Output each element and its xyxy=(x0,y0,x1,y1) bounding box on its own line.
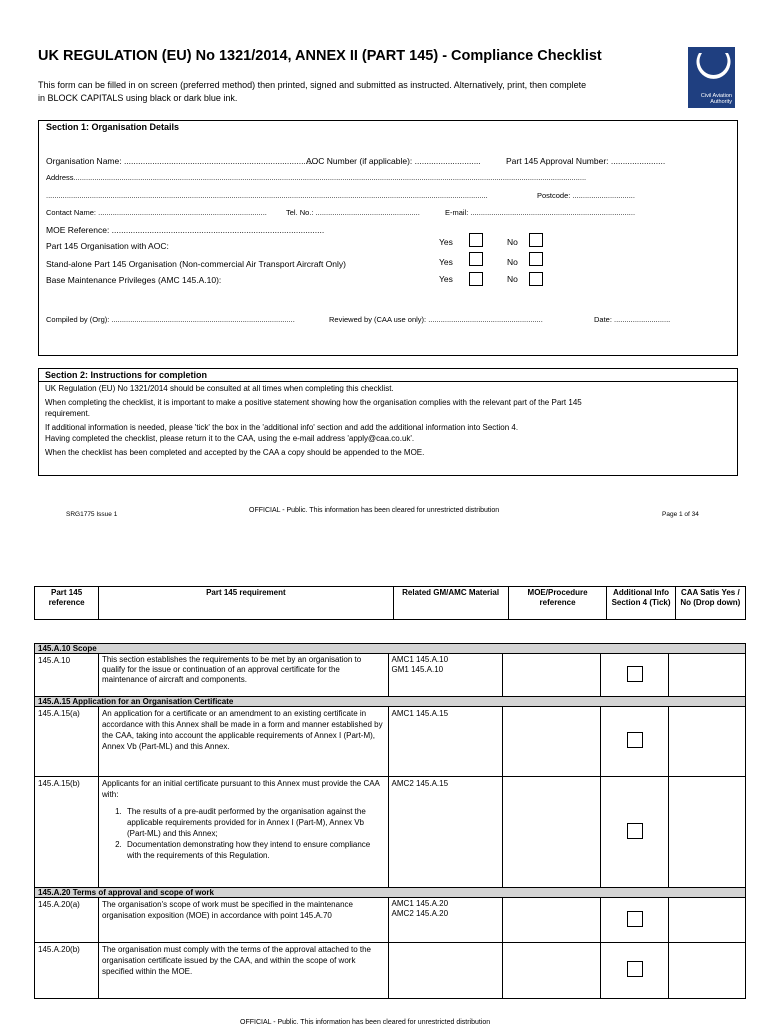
table-row xyxy=(35,943,746,999)
gm-amc-item: AMC1 145.A.20 xyxy=(391,899,449,908)
row-gm-amc: AMC1 145.A.15 xyxy=(388,707,503,777)
instruction-line: When the checklist has been completed and accepted by the CAA a copy should be appended to the MOE. xyxy=(45,447,425,457)
row-reference: 145.A.20(a) xyxy=(35,898,99,943)
row-gm-amc xyxy=(388,943,503,999)
intro-line-2: in BLOCK CAPITALS using black or dark blue ink. xyxy=(38,93,238,103)
table-row xyxy=(35,707,746,777)
row-requirement: An application for a certificate or an amendment to an existing certificate in accordance with this Annex shall be made in a form and manner established by the CAA, taking into account the applicable requirements of Annex I (Part-M), Annex Vb (Part-ML) and this Annex. xyxy=(98,707,388,777)
row-additional-info[interactable] xyxy=(601,777,669,888)
col-header-gm-amc: Related GM/AMC Material xyxy=(393,587,508,620)
group-row xyxy=(35,644,746,654)
row-requirement: The organisation's scope of work must be specified in the maintenance organisation exposition (MOE) in accordance with point 145.A.70 xyxy=(98,898,388,943)
section2-heading: Section 2: Instructions for completion xyxy=(39,369,737,382)
row-reference: 145.A.20(b) xyxy=(35,943,99,999)
col-header-additional-info: Additional Info Section 4 (Tick) xyxy=(607,587,675,620)
standalone-no-checkbox[interactable] xyxy=(529,252,543,266)
gm-amc-item: AMC2 145.A.20 xyxy=(391,909,449,918)
tick-checkbox[interactable] xyxy=(627,911,643,927)
question-standalone: Stand-alone Part 145 Organisation (Non-commercial Air Transport Aircraft Only) xyxy=(46,259,346,269)
row-requirement: The organisation must comply with the terms of the approval attached to the organisation certificate issued by the CAA, and within the scope of work specified within the MOE. xyxy=(98,943,388,999)
base-no-checkbox[interactable] xyxy=(529,272,543,286)
reviewed-by-field[interactable]: Reviewed by (CAA use only): ....................................................... xyxy=(329,315,543,324)
row-reference: 145.A.15(b) xyxy=(35,777,99,888)
row-caa-satis-dropdown[interactable] xyxy=(669,777,746,888)
org-name-field[interactable]: Organisation Name: .................................................................................. xyxy=(46,156,318,166)
group-row xyxy=(35,888,746,898)
row-gm-amc: AMC2 145.A.15 xyxy=(388,777,503,888)
table-row xyxy=(35,654,746,697)
standalone-yes-checkbox[interactable] xyxy=(469,252,483,266)
aoc-yes-checkbox[interactable] xyxy=(469,233,483,247)
yes-label: Yes xyxy=(439,257,453,267)
aoc-no-checkbox[interactable] xyxy=(529,233,543,247)
page-title: UK REGULATION (EU) No 1321/2014, ANNEX II (PART 145) - Compliance Checklist xyxy=(38,48,602,64)
row-caa-satis-dropdown[interactable] xyxy=(669,943,746,999)
logo-line-1: Civil Aviation xyxy=(700,93,732,99)
row-additional-info[interactable] xyxy=(601,707,669,777)
tick-checkbox[interactable] xyxy=(627,732,643,748)
no-label: No xyxy=(507,274,518,284)
yes-label: Yes xyxy=(439,237,453,247)
list-item: 2. Documentation demonstrating how they intend to ensure compliance with the requirements of this Regulation. xyxy=(124,839,385,861)
row-moe-reference[interactable] xyxy=(503,777,601,888)
caa-logo xyxy=(688,47,735,108)
instruction-line: If additional information is needed, please 'tick' the box in the 'additional info' section and add the additional information into Section 4. xyxy=(45,422,519,432)
section-organisation-details xyxy=(38,120,738,356)
row-caa-satis-dropdown[interactable] xyxy=(669,654,746,697)
instruction-line: requirement. xyxy=(45,409,90,418)
section1-heading: Section 1: Organisation Details xyxy=(46,122,180,132)
tick-checkbox[interactable] xyxy=(627,961,643,977)
row-moe-reference[interactable] xyxy=(503,654,601,697)
row-caa-satis-dropdown[interactable] xyxy=(669,898,746,943)
classification-notice-bottom: OFFICIAL - Public. This information has been cleared for unrestricted distribution xyxy=(240,1019,491,1026)
logo-text xyxy=(701,93,732,105)
row-gm-amc xyxy=(388,898,503,943)
doc-reference: SRG1775 Issue 1 xyxy=(66,511,118,518)
question-aoc: Part 145 Organisation with AOC: xyxy=(46,241,169,251)
instruction-line: Having completed the checklist, please return it to the CAA, using the e-mail address 'apply@caa.co.uk'. xyxy=(45,434,415,443)
aoc-number-field[interactable]: AOC Number (if applicable): ............................ xyxy=(306,156,481,166)
table-row xyxy=(35,898,746,943)
requirement-list xyxy=(102,806,385,861)
page-number: Page 1 of 34 xyxy=(662,511,699,518)
yes-label: Yes xyxy=(439,274,453,284)
group-title: 145.A.10 Scope xyxy=(35,644,746,654)
row-caa-satis-dropdown[interactable] xyxy=(669,707,746,777)
no-label: No xyxy=(507,237,518,247)
row-moe-reference[interactable] xyxy=(503,707,601,777)
col-header-caa-satis: CAA Satis Yes / No (Drop down) xyxy=(675,587,745,620)
intro-text xyxy=(38,79,668,105)
requirement-text: Applicants for an initial certificate pursuant to this Annex must provide the CAA with: xyxy=(101,779,380,799)
row-additional-info[interactable] xyxy=(601,943,669,999)
approval-number-field[interactable]: Part 145 Approval Number: ....................... xyxy=(506,156,666,166)
instruction-line: UK Regulation (EU) No 1321/2014 should be consulted at all times when completing this checklist. xyxy=(45,384,394,393)
col-header-moe: MOE/Procedure reference xyxy=(508,587,607,620)
row-gm-amc xyxy=(388,654,503,697)
row-additional-info[interactable] xyxy=(601,898,669,943)
list-item: 1. The results of a pre-audit performed by the organisation against the applicable requirements provided for in Annex I (Part-M), Annex Vb (Part-ML) and this Annex; xyxy=(124,806,385,839)
group-title: 145.A.15 Application for an Organisation Certificate xyxy=(35,697,746,707)
compiled-by-field[interactable]: Compiled by (Org): ........................................................................................ xyxy=(46,315,295,324)
postcode-field[interactable]: Postcode: .............................. xyxy=(537,191,635,200)
row-moe-reference[interactable] xyxy=(503,898,601,943)
tick-checkbox[interactable] xyxy=(627,823,643,839)
question-base: Base Maintenance Privileges (AMC 145.A.10): xyxy=(46,275,222,285)
gm-amc-item: GM1 145.A.10 xyxy=(391,665,444,674)
gm-amc-item: AMC1 145.A.10 xyxy=(391,655,449,664)
logo-line-2: Authority xyxy=(710,99,732,105)
col-header-requirement: Part 145 requirement xyxy=(99,587,393,620)
tel-field[interactable]: Tel. No.: .................................................. xyxy=(286,208,420,217)
section-instructions xyxy=(38,368,738,476)
address-line-2-field[interactable]: .................................................................................................................................................................................................................... xyxy=(46,191,488,200)
contact-name-field[interactable]: Contact Name: ................................................................................. xyxy=(46,208,267,217)
row-additional-info[interactable] xyxy=(601,654,669,697)
col-header-reference: Part 145 reference xyxy=(35,587,99,620)
moe-reference-field[interactable]: MOE Reference: .......................................................................................... xyxy=(46,225,325,235)
checklist-table xyxy=(34,643,746,999)
row-reference: 145.A.15(a) xyxy=(35,707,99,777)
group-row xyxy=(35,697,746,707)
checklist-table-header xyxy=(34,586,746,620)
row-requirement: This section establishes the requirements to be met by an organisation to qualify for the issue or continuation of an approval certificate for the maintenance of aircraft and components. xyxy=(98,654,388,697)
intro-line-1: This form can be filled in on screen (preferred method) then printed, signed and submitted as instructed. Alternatively, print, then complete xyxy=(38,80,587,90)
row-requirement xyxy=(98,777,388,888)
instruction-line: When completing the checklist, it is important to make a positive statement showing how the organisation complies with the relevant part of the Part 145 xyxy=(45,397,582,407)
row-moe-reference[interactable] xyxy=(503,943,601,999)
table-row xyxy=(35,777,746,888)
group-title: 145.A.20 Terms of approval and scope of work xyxy=(35,888,746,898)
no-label: No xyxy=(507,257,518,267)
address-field[interactable]: Address...................................................................................................................................................................................................................................................... xyxy=(46,173,587,182)
base-yes-checkbox[interactable] xyxy=(469,272,483,286)
row-reference: 145.A.10 xyxy=(35,654,99,697)
email-field[interactable]: E-mail: ............................................................................... xyxy=(445,208,636,217)
tick-checkbox[interactable] xyxy=(627,666,643,682)
date-field[interactable]: Date: ........................... xyxy=(594,315,671,324)
classification-notice: OFFICIAL - Public. This information has been cleared for unrestricted distribution xyxy=(249,507,500,514)
